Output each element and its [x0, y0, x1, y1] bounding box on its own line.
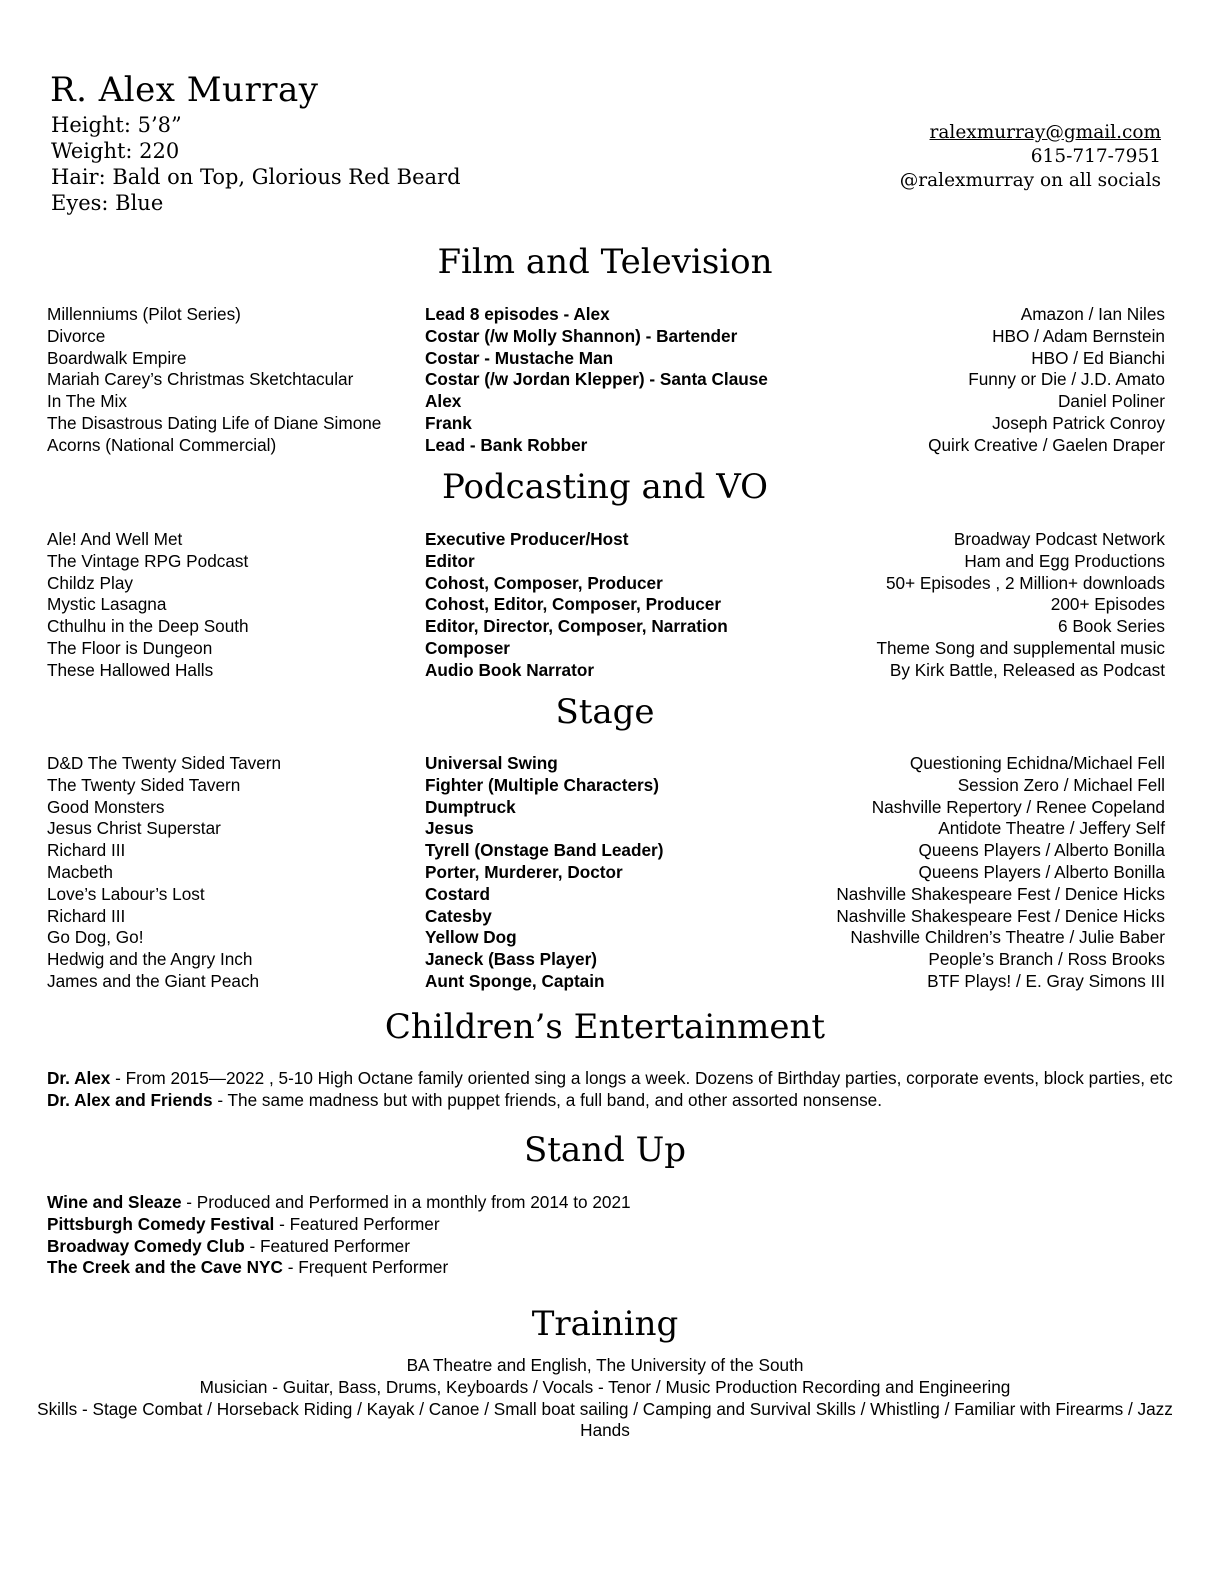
credit-company: BTF Plays! / E. Gray Simons III	[927, 970, 1165, 991]
credit-company: HBO / Adam Bernstein	[992, 325, 1165, 346]
standup-entries	[47, 1192, 1177, 1279]
entry-text: - Featured Performer	[244, 1235, 410, 1256]
credit-row	[0, 348, 1224, 370]
credit-project: The Disastrous Dating Life of Diane Simone	[47, 412, 382, 433]
credit-row	[0, 304, 1224, 326]
entry-text: - The same madness but with puppet friends, a full band, and other assorted nonsense.	[212, 1089, 883, 1110]
phone-number: 615-717-7951	[1030, 146, 1161, 167]
credit-project: Ale! And Well Met	[47, 529, 183, 549]
credit-row	[0, 573, 1224, 595]
credit-role: Lead - Bank Robber	[425, 434, 588, 455]
credit-project: These Hallowed Halls	[47, 659, 214, 680]
stage-section-title: Stage	[555, 692, 655, 732]
credit-role: Audio Book Narrator	[425, 659, 595, 680]
credit-project: Macbeth	[47, 861, 113, 882]
credit-role: Janeck (Bass Player)	[425, 949, 597, 970]
standup-section-title: Stand Up	[523, 1130, 687, 1170]
credit-row	[0, 775, 1224, 797]
credit-company: Ham and Egg Productions	[964, 550, 1165, 571]
credit-company: Nashville Shakespeare Fest / Denice Hicks	[836, 883, 1165, 904]
credit-project: Go Dog, Go!	[47, 927, 144, 948]
credit-project: Richard III	[47, 840, 126, 861]
credit-row	[0, 529, 1224, 551]
standup-entry	[47, 1257, 1177, 1279]
credit-role: Alex	[425, 391, 462, 412]
entry-text: - Featured Performer	[274, 1213, 440, 1234]
credit-project: Hedwig and the Angry Inch	[47, 949, 253, 970]
credit-project: The Vintage RPG Podcast	[47, 550, 249, 571]
children-section-title: Children’s Entertainment	[384, 1007, 826, 1047]
podcasting-credits	[0, 529, 1224, 682]
credit-role: Costard	[425, 883, 490, 904]
weight-line: Weight: 220	[51, 139, 180, 163]
children-entry	[47, 1068, 1177, 1090]
entry-title: Wine and Sleaze	[47, 1192, 182, 1212]
credit-company: Nashville Children’s Theatre / Julie Baber	[850, 927, 1165, 948]
entry-text: - Frequent Performer	[282, 1257, 449, 1278]
credit-row	[0, 927, 1224, 949]
standup-entry	[47, 1214, 1177, 1236]
entry-text: - From 2015—2022 , 5-10 High Octane family oriented sing a longs a week. Dozens of Birthday parties, corporate events, block parties, etc	[110, 1068, 1173, 1088]
credit-role: Dumptruck	[425, 796, 516, 817]
podcasting-section-title: Podcasting and VO	[441, 467, 769, 507]
entry-text: - Produced and Performed in a monthly from 2014 to 2021	[181, 1192, 631, 1212]
credit-row	[0, 862, 1224, 884]
contact-info	[900, 121, 1161, 193]
credit-role: Costar (/w Jordan Klepper) - Santa Clause	[425, 369, 768, 390]
credit-role: Aunt Sponge, Captain	[425, 970, 605, 991]
credit-company: By Kirk Battle, Released as Podcast	[889, 659, 1165, 680]
credit-project: Mystic Lasagna	[47, 594, 167, 615]
credit-row	[0, 413, 1224, 435]
credit-company: 6 Book Series	[1057, 616, 1165, 637]
credit-project: Good Monsters	[47, 796, 165, 817]
physical-stats	[51, 112, 461, 216]
hair-line: Hair: Bald on Top, Glorious Red Beard	[51, 165, 461, 189]
credit-company: HBO / Ed Bianchi	[1031, 347, 1165, 368]
film-credits	[0, 304, 1224, 457]
entry-title: Dr. Alex	[47, 1068, 111, 1088]
socials-handle: @ralexmurray on all socials	[899, 170, 1161, 191]
credit-company: Amazon / Ian Niles	[1020, 304, 1165, 324]
credit-row	[0, 594, 1224, 616]
credit-company: Theme Song and supplemental music	[876, 637, 1165, 658]
credit-company: Nashville Shakespeare Fest / Denice Hicks	[836, 905, 1165, 926]
credit-company: Nashville Repertory / Renee Copeland	[871, 796, 1165, 817]
credit-project: Boardwalk Empire	[47, 347, 187, 368]
credit-role: Yellow Dog	[425, 927, 517, 948]
credit-role: Executive Producer/Host	[425, 529, 629, 549]
credit-project: Love’s Labour’s Lost	[47, 883, 205, 904]
credit-role: Cohost, Editor, Composer, Producer	[425, 594, 722, 615]
education-line: BA Theatre and English, The University of the South	[406, 1355, 804, 1375]
credit-row	[0, 949, 1224, 971]
credit-company: Session Zero / Michael Fell	[957, 774, 1165, 795]
credit-role: Universal Swing	[425, 753, 558, 773]
entry-title: The Creek and the Cave NYC	[47, 1257, 283, 1278]
credit-row	[0, 840, 1224, 862]
credit-company: 200+ Episodes	[1050, 594, 1165, 615]
credit-project: Childz Play	[47, 572, 133, 593]
credit-row	[0, 616, 1224, 638]
credit-company: People’s Branch / Ross Brooks	[928, 949, 1165, 970]
credit-row	[0, 326, 1224, 348]
credit-project: Millenniums (Pilot Series)	[47, 304, 241, 324]
credit-project: Divorce	[47, 325, 106, 346]
credit-row	[0, 884, 1224, 906]
training-section-title: Training	[531, 1304, 679, 1344]
credit-company: Queens Players / Alberto Bonilla	[918, 840, 1165, 861]
standup-entry	[47, 1236, 1177, 1258]
email-link[interactable]: ralexmurray@gmail.com	[929, 122, 1161, 143]
credit-project: Acorns (National Commercial)	[47, 434, 277, 455]
credit-company: 50+ Episodes , 2 Million+ downloads	[886, 572, 1165, 593]
film-section-title: Film and Television	[437, 242, 773, 282]
credit-role: Catesby	[425, 905, 492, 926]
credit-row	[0, 551, 1224, 573]
training-lines	[20, 1355, 1190, 1442]
credit-project: Cthulhu in the Deep South	[47, 616, 249, 637]
eyes-line: Eyes: Blue	[51, 191, 164, 215]
credit-row	[0, 797, 1224, 819]
credit-project: Richard III	[47, 905, 126, 926]
credit-role: Tyrell (Onstage Band Leader)	[425, 840, 664, 861]
entry-title: Dr. Alex and Friends	[47, 1089, 213, 1110]
credit-role: Fighter (Multiple Characters)	[425, 774, 659, 795]
credit-row	[0, 753, 1224, 775]
credit-company: Joseph Patrick Conroy	[992, 412, 1165, 433]
credit-role: Costar - Mustache Man	[425, 347, 614, 368]
skills-line: Skills - Stage Combat / Horseback Riding / Kayak / Canoe / Small boat sailing / Camping and Survival Skills / Whistling / Familiar with Firearms / Jazz Hands	[37, 1398, 1173, 1441]
credit-project: The Twenty Sided Tavern	[47, 774, 241, 795]
credit-role: Costar (/w Molly Shannon) - Bartender	[425, 325, 738, 346]
credit-row	[0, 369, 1224, 391]
stage-credits	[0, 753, 1224, 993]
credit-company: Broadway Podcast Network	[953, 529, 1165, 549]
credit-row	[0, 435, 1224, 457]
credit-role: Composer	[425, 637, 510, 658]
credit-company: Queens Players / Alberto Bonilla	[918, 861, 1165, 882]
musician-line: Musician - Guitar, Bass, Drums, Keyboards / Vocals - Tenor / Music Production Recording and Engineering	[199, 1376, 1011, 1397]
credit-role: Cohost, Composer, Producer	[425, 572, 663, 593]
children-entry	[47, 1090, 1177, 1112]
credit-company: Antidote Theatre / Jeffery Self	[938, 818, 1165, 839]
credit-project: D&D The Twenty Sided Tavern	[47, 753, 282, 773]
credit-role: Frank	[425, 412, 472, 433]
credit-project: Jesus Christ Superstar	[47, 818, 221, 839]
standup-entry	[47, 1192, 1177, 1214]
credit-company: Daniel Poliner	[1057, 391, 1165, 412]
credit-project: Mariah Carey’s Christmas Sketchtacular	[47, 369, 354, 390]
credit-role: Lead 8 episodes - Alex	[425, 304, 610, 324]
credit-role: Porter, Murderer, Doctor	[425, 861, 623, 882]
credit-company: Quirk Creative / Gaelen Draper	[928, 434, 1165, 455]
credit-row	[0, 391, 1224, 413]
credit-project: The Floor is Dungeon	[47, 637, 213, 658]
credit-role: Editor, Director, Composer, Narration	[425, 616, 728, 637]
credit-role: Editor	[425, 550, 475, 571]
credit-row	[0, 818, 1224, 840]
height-line: Height: 5’8”	[51, 113, 182, 137]
credit-role: Jesus	[425, 818, 474, 839]
credit-row	[0, 906, 1224, 928]
entry-title: Broadway Comedy Club	[47, 1235, 245, 1256]
credit-company: Questioning Echidna/Michael Fell	[909, 753, 1165, 773]
credit-row	[0, 638, 1224, 660]
credit-row	[0, 660, 1224, 682]
credit-company: Funny or Die / J.D. Amato	[968, 369, 1165, 390]
entry-title: Pittsburgh Comedy Festival	[47, 1213, 275, 1234]
actor-name: R. Alex Murray	[50, 70, 319, 110]
credit-project: In The Mix	[47, 391, 127, 412]
credit-project: James and the Giant Peach	[47, 970, 260, 991]
children-entries	[47, 1068, 1177, 1112]
credit-row	[0, 971, 1224, 993]
